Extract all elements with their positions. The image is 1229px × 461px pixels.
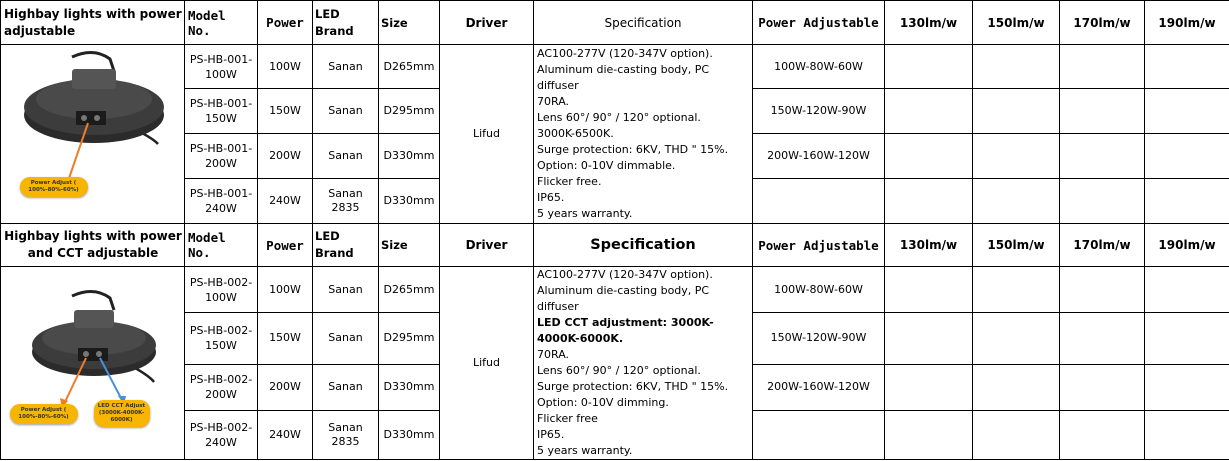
eff-cell <box>1145 364 1229 410</box>
spec-line: Flicker free. <box>537 175 602 188</box>
header-power-adjustable: Power Adjustable <box>753 1 885 45</box>
table-row <box>1 267 1229 313</box>
header-led-brand: LED Brand <box>313 1 379 45</box>
eff-cell <box>885 410 973 459</box>
power-cell: 100W <box>258 267 313 313</box>
header-size: Size <box>379 1 440 45</box>
section1-title: Highbay lights with power adjustable <box>1 1 185 45</box>
eff-cell <box>973 45 1060 89</box>
spec-line: IP65. <box>537 191 565 204</box>
eff-cell <box>1060 267 1145 313</box>
eff-cell <box>885 134 973 179</box>
spec-line: Aluminum die-casting body, PC diffuser <box>537 284 710 313</box>
spec-line-bold: LED CCT adjustment: 3000K-4000K-6000K. <box>537 316 714 345</box>
header-size: Size <box>379 224 440 267</box>
power-cell: 200W <box>258 134 313 179</box>
size-cell: D295mm <box>379 313 440 364</box>
spec-line: AC100-277V (120-347V option). <box>537 268 713 281</box>
brand-cell: Sanan 2835 <box>313 179 379 224</box>
power-adjust-cell <box>753 179 885 224</box>
eff-cell <box>885 179 973 224</box>
spec-line: Surge protection: 6KV, THD " 15%. <box>537 143 729 156</box>
brand-cell: Sanan <box>313 89 379 134</box>
eff-cell <box>1145 45 1229 89</box>
brand-cell: Sanan <box>313 267 379 313</box>
specification-cell <box>534 267 753 460</box>
header-eff-170: 170lm/w <box>1060 224 1145 267</box>
model-cell: PS-HB-001-100W <box>185 45 258 89</box>
spec-line: 5 years warranty. <box>537 444 633 457</box>
header-led-brand: LED Brand <box>313 224 379 267</box>
header-eff-150: 150lm/w <box>973 1 1060 45</box>
header-eff-190: 190lm/w <box>1145 1 1229 45</box>
header-specification: Specification <box>534 224 753 267</box>
power-cell: 240W <box>258 410 313 459</box>
brand-cell: Sanan <box>313 313 379 364</box>
power-adjust-cell: 100W-80W-60W <box>753 267 885 313</box>
highbay-lamp-image <box>2 49 184 219</box>
eff-cell <box>973 179 1060 224</box>
model-cell: PS-HB-001-200W <box>185 134 258 179</box>
size-cell: D265mm <box>379 267 440 313</box>
header-specification: Specification <box>534 1 753 45</box>
size-cell: D330mm <box>379 134 440 179</box>
spec-line: Flicker free <box>537 412 598 425</box>
spec-line: 3000K-6500K. <box>537 127 614 140</box>
section2-header-row <box>1 224 1229 267</box>
header-power: Power <box>258 224 313 267</box>
eff-cell <box>1060 45 1145 89</box>
eff-cell <box>1145 179 1229 224</box>
eff-cell <box>885 267 973 313</box>
header-eff-130: 130lm/w <box>885 1 973 45</box>
header-eff-130: 130lm/w <box>885 224 973 267</box>
spec-line: AC100-277V (120-347V option). <box>537 47 713 60</box>
header-eff-190: 190lm/w <box>1145 224 1229 267</box>
eff-cell <box>1060 89 1145 134</box>
table-row <box>1 45 1229 89</box>
power-adjust-badge: Power Adjust ( 100%-80%-60%) <box>20 177 88 197</box>
brand-cell: Sanan <box>313 45 379 89</box>
power-cell: 150W <box>258 89 313 134</box>
spec-line: Option: 0-10V dimmable. <box>537 159 676 172</box>
highbay-cct-lamp-image <box>2 278 184 448</box>
product-image-cell <box>1 45 185 224</box>
spec-line: 70RA. <box>537 348 570 361</box>
eff-cell <box>1060 134 1145 179</box>
cct-adjust-badge: LED CCT Adjust (3000K-4000K-6000K) <box>94 400 150 427</box>
model-cell: PS-HB-001-240W <box>185 179 258 224</box>
power-cell: 240W <box>258 179 313 224</box>
eff-cell <box>1060 364 1145 410</box>
driver-cell: Lifud <box>440 45 534 224</box>
size-cell: D330mm <box>379 410 440 459</box>
spec-line: 70RA. <box>537 95 570 108</box>
header-eff-150: 150lm/w <box>973 224 1060 267</box>
size-cell: D330mm <box>379 364 440 410</box>
spec-line: Option: 0-10V dimming. <box>537 396 669 409</box>
brand-cell: Sanan <box>313 364 379 410</box>
spec-line: Surge protection: 6KV, THD " 15%. <box>537 380 729 393</box>
power-adjust-cell: 150W-120W-90W <box>753 89 885 134</box>
eff-cell <box>973 134 1060 179</box>
eff-cell <box>1060 179 1145 224</box>
eff-cell <box>1145 313 1229 364</box>
eff-cell <box>1145 134 1229 179</box>
eff-cell <box>973 410 1060 459</box>
eff-cell <box>885 313 973 364</box>
spec-line: Lens 60°/ 90° / 120° optional. <box>537 111 701 124</box>
header-model: Model No. <box>185 1 258 45</box>
eff-cell <box>1145 410 1229 459</box>
eff-cell <box>973 364 1060 410</box>
eff-cell <box>1060 313 1145 364</box>
spec-line: 5 years warranty. <box>537 207 633 220</box>
power-adjust-cell: 200W-160W-120W <box>753 134 885 179</box>
eff-cell <box>1060 410 1145 459</box>
eff-cell <box>973 313 1060 364</box>
model-cell: PS-HB-002-200W <box>185 364 258 410</box>
driver-cell: Lifud <box>440 267 534 460</box>
model-cell: PS-HB-002-100W <box>185 267 258 313</box>
header-driver: Driver <box>440 224 534 267</box>
product-image-cell <box>1 267 185 460</box>
eff-cell <box>1145 267 1229 313</box>
header-driver: Driver <box>440 1 534 45</box>
spec-line: Aluminum die-casting body, PC diffuser <box>537 63 710 92</box>
brand-cell: Sanan <box>313 134 379 179</box>
model-cell: PS-HB-001-150W <box>185 89 258 134</box>
spec-line: Lens 60°/ 90° / 120° optional. <box>537 364 701 377</box>
power-adjust-cell <box>753 410 885 459</box>
eff-cell <box>885 45 973 89</box>
power-adjust-cell: 200W-160W-120W <box>753 364 885 410</box>
eff-cell <box>885 89 973 134</box>
eff-cell <box>973 267 1060 313</box>
header-power-adjustable: Power Adjustable <box>753 224 885 267</box>
eff-cell <box>973 89 1060 134</box>
brand-cell: Sanan 2835 <box>313 410 379 459</box>
spec-line: IP65. <box>537 428 565 441</box>
size-cell: D330mm <box>379 179 440 224</box>
eff-cell <box>1145 89 1229 134</box>
size-cell: D295mm <box>379 89 440 134</box>
specification-cell <box>534 45 753 224</box>
power-cell: 150W <box>258 313 313 364</box>
size-cell: D265mm <box>379 45 440 89</box>
header-power: Power <box>258 1 313 45</box>
power-cell: 200W <box>258 364 313 410</box>
section2-title: Highbay lights with power and CCT adjustable <box>1 224 185 267</box>
header-model: Model No. <box>185 224 258 267</box>
model-cell: PS-HB-002-150W <box>185 313 258 364</box>
header-eff-170: 170lm/w <box>1060 1 1145 45</box>
power-adjust-cell: 100W-80W-60W <box>753 45 885 89</box>
power-adjust-cell: 150W-120W-90W <box>753 313 885 364</box>
power-adjust-badge: Power Adjust ( 100%-80%-60%) <box>10 404 78 424</box>
section1-header-row <box>1 1 1229 45</box>
eff-cell <box>885 364 973 410</box>
model-cell: PS-HB-002-240W <box>185 410 258 459</box>
power-cell: 100W <box>258 45 313 89</box>
